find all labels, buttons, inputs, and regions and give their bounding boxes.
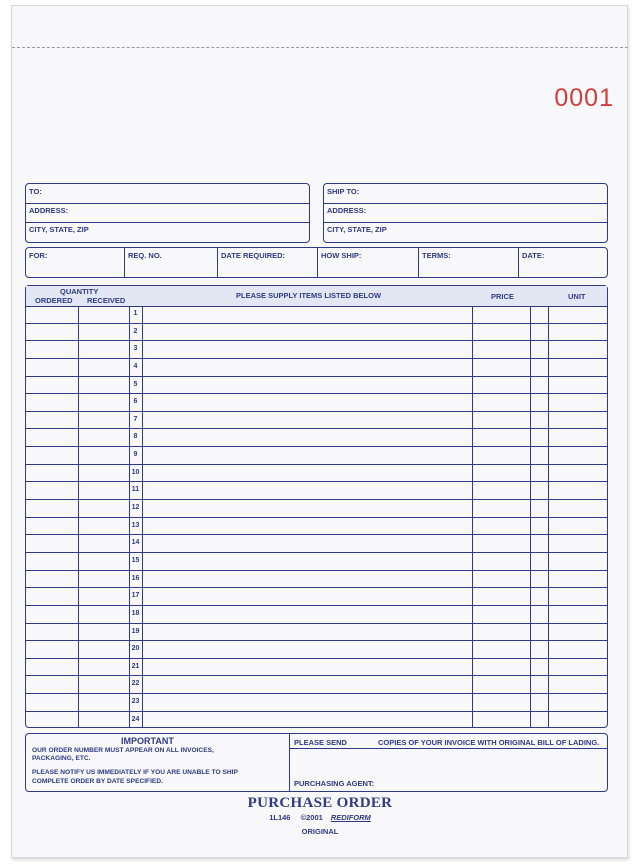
important-line-1: OUR ORDER NUMBER MUST APPEAR ON ALL INVOICES, — [32, 747, 214, 754]
ship-city-label: CITY, STATE, ZIP — [327, 225, 387, 234]
quantity-header: QUANTITY — [60, 287, 99, 296]
purchasing-agent-label: PURCHASING AGENT: — [294, 779, 375, 788]
important-heading: IMPORTANT — [121, 736, 174, 746]
to-label: TO: — [29, 187, 42, 196]
item-row-number: 19 — [131, 627, 140, 635]
date-required-field[interactable] — [217, 248, 318, 277]
ordered-header: ORDERED — [35, 296, 73, 305]
important-line-3: PLEASE NOTIFY US IMMEDIATELY IF YOU ARE UNABLE TO SHIP — [32, 769, 238, 777]
item-row-number: 13 — [131, 521, 140, 529]
item-row[interactable] — [26, 676, 607, 694]
brand-logo: REDIFORM — [330, 813, 371, 822]
ship-city-field[interactable] — [324, 222, 607, 241]
ship-to-label: SHIP TO: — [327, 187, 360, 196]
copies-text: COPIES OF YOUR INVOICE WITH ORIGINAL BILL OF LADING. — [378, 738, 600, 747]
req-no-label: REQ. NO. — [128, 251, 162, 260]
please-send-underline — [289, 748, 607, 749]
item-row[interactable] — [26, 624, 607, 642]
important-notice — [32, 747, 238, 786]
item-row[interactable] — [26, 712, 607, 730]
important-send-divider — [289, 734, 290, 791]
item-row[interactable] — [26, 465, 607, 483]
important-line-2: PACKAGING, ETC. — [32, 755, 91, 763]
form-title: PURCHASE ORDER — [247, 795, 393, 811]
item-row-number: 22 — [131, 680, 140, 688]
item-row[interactable] — [26, 429, 607, 447]
item-row[interactable] — [26, 641, 607, 659]
to-block — [25, 183, 310, 243]
item-row[interactable] — [26, 359, 607, 377]
date-label: DATE: — [522, 251, 545, 260]
item-row-number: 8 — [133, 433, 138, 441]
item-row-number: 17 — [131, 592, 140, 600]
items-rows — [26, 306, 607, 727]
item-row[interactable] — [26, 306, 607, 324]
item-row[interactable] — [26, 694, 607, 712]
copies-count-field[interactable] — [348, 736, 375, 748]
req-no-field[interactable] — [124, 248, 218, 277]
item-row[interactable] — [26, 324, 607, 342]
item-row[interactable] — [26, 606, 607, 624]
items-table-header — [26, 286, 607, 307]
copyright: ©2001 — [300, 813, 323, 822]
item-row-number: 2 — [133, 327, 138, 335]
item-row[interactable] — [26, 412, 607, 430]
form-code-line — [0, 813, 640, 822]
item-row-number: 10 — [131, 468, 140, 476]
item-row[interactable] — [26, 553, 607, 571]
item-row-number: 21 — [131, 662, 140, 670]
unit-header: UNIT — [568, 292, 586, 301]
item-row-number: 1 — [133, 310, 138, 317]
item-row[interactable] — [26, 588, 607, 606]
date-required-label: DATE REQUIRED: — [221, 251, 286, 260]
item-row-number: 20 — [131, 645, 140, 653]
item-row[interactable] — [26, 500, 607, 518]
ship-address-label: ADDRESS: — [327, 206, 367, 215]
item-row-number: 9 — [133, 451, 138, 459]
description-header: PLEASE SUPPLY ITEMS LISTED BELOW — [236, 291, 382, 300]
to-city-field[interactable] — [26, 222, 309, 241]
item-row-number: 16 — [131, 574, 140, 582]
for-field[interactable] — [26, 248, 124, 277]
item-row-number: 18 — [131, 609, 140, 617]
items-table — [25, 285, 608, 728]
item-row[interactable] — [26, 518, 607, 536]
item-row-number: 24 — [131, 715, 140, 723]
terms-label: TERMS: — [422, 251, 451, 260]
copy-label: ORIGINAL — [301, 827, 339, 836]
how-ship-label: HOW SHIP: — [321, 251, 362, 260]
item-row-number: 4 — [133, 362, 138, 370]
item-row-number: 14 — [131, 539, 140, 547]
to-address-label: ADDRESS: — [29, 206, 69, 215]
date-field[interactable] — [518, 248, 607, 277]
item-row-number: 3 — [133, 345, 138, 353]
to-address-field[interactable] — [26, 203, 309, 223]
item-row-number: 15 — [131, 556, 140, 564]
price-header: PRICE — [491, 292, 514, 301]
item-row[interactable] — [26, 341, 607, 359]
ship-address-field[interactable] — [324, 203, 607, 223]
item-row[interactable] — [26, 482, 607, 500]
ship-to-field[interactable] — [324, 184, 607, 204]
item-row[interactable] — [26, 447, 607, 465]
item-row-number: 5 — [133, 380, 138, 388]
to-field[interactable] — [26, 184, 309, 204]
received-header: RECEIVED — [87, 296, 126, 305]
item-row-number: 7 — [133, 415, 138, 423]
for-label: FOR: — [29, 251, 48, 260]
purchasing-agent-field[interactable] — [374, 772, 601, 788]
perforation-line — [12, 47, 628, 48]
form-number: 0001 — [554, 84, 614, 112]
please-send-label: PLEASE SEND — [294, 738, 347, 747]
product-code: 1L146 — [269, 813, 291, 822]
item-row[interactable] — [26, 377, 607, 395]
to-city-label: CITY, STATE, ZIP — [29, 225, 89, 234]
item-row-number: 6 — [133, 398, 138, 406]
item-row[interactable] — [26, 394, 607, 412]
important-line-4: COMPLETE ORDER BY DATE SPECIFIED. — [32, 777, 163, 785]
how-ship-field[interactable] — [317, 248, 419, 277]
item-row[interactable] — [26, 535, 607, 553]
item-row-number: 23 — [131, 698, 140, 706]
item-row[interactable] — [26, 659, 607, 677]
bottom-info-block — [25, 733, 608, 792]
order-info-row — [25, 247, 608, 278]
item-row-number: 12 — [131, 504, 140, 512]
item-row[interactable] — [26, 571, 607, 589]
terms-field[interactable] — [418, 248, 519, 277]
ship-to-block — [323, 183, 608, 243]
item-row-number: 11 — [131, 486, 140, 494]
